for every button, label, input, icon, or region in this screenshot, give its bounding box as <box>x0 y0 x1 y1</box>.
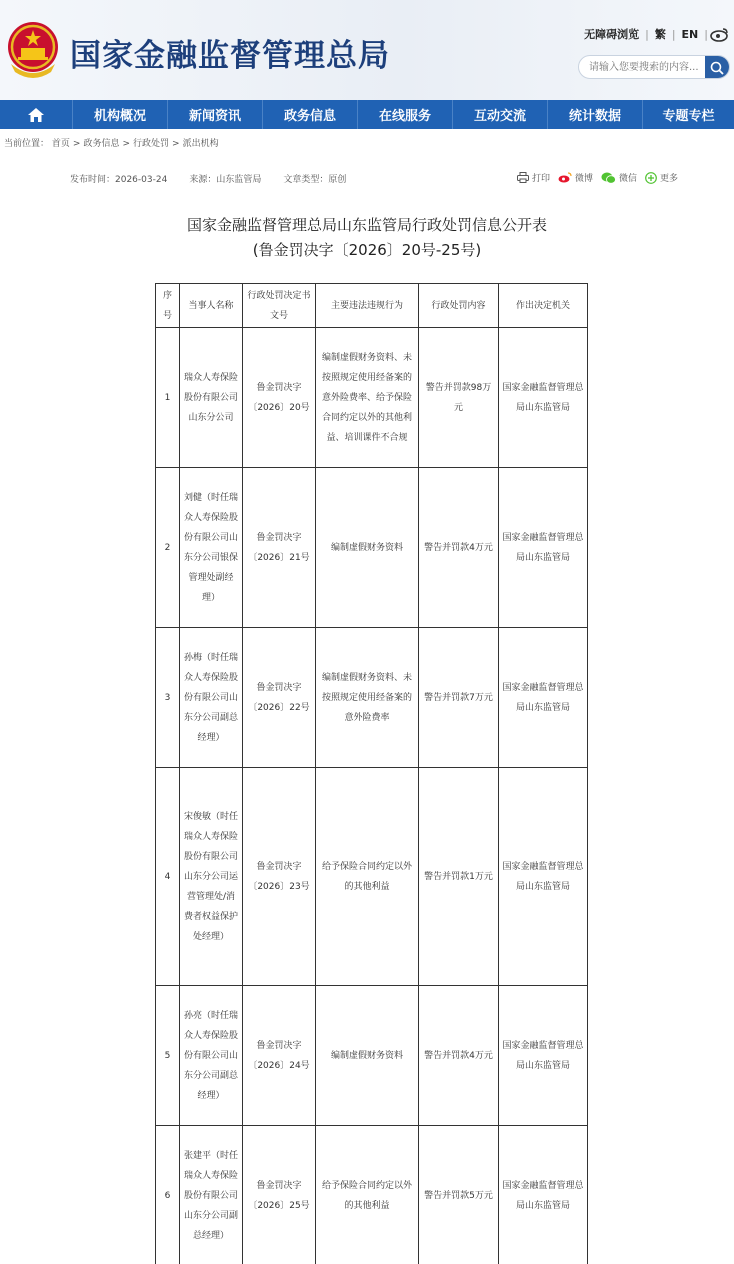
cell-penalty: 警告并罚款4万元 <box>419 468 499 628</box>
cell-party: 张建平（时任瑞众人寿保险股份有限公司山东分公司副总经理） <box>180 1126 243 1264</box>
table-header-row <box>156 284 588 328</box>
site-header <box>0 0 734 100</box>
cell-doc-number: 鲁金罚决字〔2026〕25号 <box>243 1126 316 1264</box>
share-bar <box>509 171 678 184</box>
national-emblem-icon <box>5 20 61 78</box>
traditional-chinese-link[interactable]: 繁 <box>654 28 666 41</box>
cell-authority: 国家金融监督管理总局山东监管局 <box>499 1126 588 1264</box>
search-icon <box>705 56 729 79</box>
search-button[interactable] <box>705 56 729 79</box>
breadcrumb-label: 当前位置： <box>4 139 50 149</box>
nav-item-government-info[interactable]: 政务信息 <box>262 100 357 129</box>
header-doc-number: 行政处罚决定书文号 <box>243 284 316 328</box>
cell-violation: 编制虚假财务资料、未按照规定使用经备案的意外险费率 <box>316 628 419 768</box>
table-row <box>156 328 588 468</box>
cell-penalty: 警告并罚款4万元 <box>419 986 499 1126</box>
cell-violation: 给予保险合同约定以外的其他利益 <box>316 1126 419 1264</box>
breadcrumb-separator: > <box>172 139 180 149</box>
cell-no: 6 <box>156 1126 180 1264</box>
cell-doc-number: 鲁金罚决字〔2026〕20号 <box>243 328 316 468</box>
wechat-icon <box>601 172 616 184</box>
english-link[interactable]: EN <box>681 27 699 41</box>
site-title[interactable]: 国家金融监督管理总局 <box>70 38 390 74</box>
cell-no: 5 <box>156 986 180 1126</box>
share-wechat-button[interactable] <box>601 171 637 184</box>
nav-item-interaction[interactable]: 互动交流 <box>452 100 547 129</box>
cell-violation: 编制虚假财务资料 <box>316 468 419 628</box>
plus-circle-icon <box>645 172 657 184</box>
cell-doc-number: 鲁金罚决字〔2026〕22号 <box>243 628 316 768</box>
cell-party: 孙亮（时任瑞众人寿保险股份有限公司山东分公司副总经理） <box>180 986 243 1126</box>
search-box <box>578 55 730 79</box>
share-weibo-button[interactable] <box>558 171 593 184</box>
cell-party: 瑞众人寿保险股份有限公司山东分公司 <box>180 328 243 468</box>
penalty-table <box>155 283 588 1264</box>
article-meta <box>70 172 368 185</box>
cell-doc-number: 鲁金罚决字〔2026〕23号 <box>243 768 316 986</box>
table-row <box>156 468 588 628</box>
cell-authority: 国家金融监督管理总局山东监管局 <box>499 468 588 628</box>
cell-authority: 国家金融监督管理总局山东监管局 <box>499 768 588 986</box>
share-more-button[interactable] <box>645 171 678 184</box>
header-violation: 主要违法违规行为 <box>316 284 419 328</box>
cell-penalty: 警告并罚款1万元 <box>419 768 499 986</box>
nav-item-online-services[interactable]: 在线服务 <box>357 100 452 129</box>
publish-date: 发布时间：2026-03-24 <box>70 175 168 185</box>
breadcrumb-item-home[interactable]: 首页 <box>51 139 70 149</box>
print-button[interactable] <box>517 171 550 184</box>
cell-penalty: 警告并罚款5万元 <box>419 1126 499 1264</box>
breadcrumb-separator: > <box>122 139 131 149</box>
nav-home[interactable] <box>0 100 72 129</box>
cell-violation: 编制虚假财务资料 <box>316 986 419 1126</box>
breadcrumb-item-penalties[interactable]: 行政处罚 <box>133 139 170 149</box>
cell-authority: 国家金融监督管理总局山东监管局 <box>499 328 588 468</box>
printer-icon <box>517 172 529 183</box>
article-type: 文章类型：原创 <box>283 175 347 185</box>
link-separator: | <box>704 27 708 41</box>
cell-violation: 给予保险合同约定以外的其他利益 <box>316 768 419 986</box>
cell-penalty: 警告并罚款98万元 <box>419 328 499 468</box>
document-title-line2: (鲁金罚决字〔2026〕20号-25号) <box>252 241 482 259</box>
table-row <box>156 768 588 986</box>
cell-no: 3 <box>156 628 180 768</box>
nav-item-about[interactable]: 机构概况 <box>72 100 167 129</box>
table-row <box>156 986 588 1126</box>
table-row <box>156 628 588 768</box>
more-label: 更多 <box>659 174 678 184</box>
main-nav <box>0 100 734 129</box>
table-row <box>156 1126 588 1264</box>
cell-doc-number: 鲁金罚决字〔2026〕21号 <box>243 468 316 628</box>
link-separator: | <box>645 27 649 41</box>
breadcrumb <box>4 136 219 149</box>
header-no: 序号 <box>156 284 180 328</box>
wechat-label: 微信 <box>618 174 637 184</box>
cell-no: 2 <box>156 468 180 628</box>
top-links <box>578 26 730 42</box>
weibo-icon[interactable] <box>708 26 730 42</box>
cell-party: 孙梅（时任瑞众人寿保险股份有限公司山东分公司副总经理） <box>180 628 243 768</box>
breadcrumb-item-government-info[interactable]: 政务信息 <box>83 139 120 149</box>
breadcrumb-separator: > <box>72 139 81 149</box>
cell-no: 1 <box>156 328 180 468</box>
nav-item-special-topics[interactable]: 专题专栏 <box>642 100 734 129</box>
search-input[interactable] <box>589 59 705 75</box>
header-penalty: 行政处罚内容 <box>419 284 499 328</box>
nav-item-news[interactable]: 新闻资讯 <box>167 100 262 129</box>
weibo-share-icon <box>558 172 572 183</box>
cell-penalty: 警告并罚款7万元 <box>419 628 499 768</box>
cell-violation: 编制虚假财务资料、未按照规定使用经备案的意外险费率、给予保险合同约定以外的其他利益、培训课件不合规 <box>316 328 419 468</box>
cell-authority: 国家金融监督管理总局山东监管局 <box>499 986 588 1126</box>
nav-item-statistics[interactable]: 统计数据 <box>547 100 642 129</box>
print-label: 打印 <box>531 174 550 184</box>
cell-no: 4 <box>156 768 180 986</box>
article-source: 来源：山东监管局 <box>189 175 262 185</box>
accessibility-link[interactable]: 无障碍浏览 <box>584 28 640 41</box>
link-separator: | <box>671 27 676 41</box>
breadcrumb-item-branches[interactable]: 派出机构 <box>182 139 219 149</box>
weibo-label: 微博 <box>574 174 593 184</box>
cell-doc-number: 鲁金罚决字〔2026〕24号 <box>243 986 316 1126</box>
document-title-line1: 国家金融监督管理总局山东监管局行政处罚信息公开表 <box>186 216 547 234</box>
header-authority: 作出决定机关 <box>499 284 588 328</box>
cell-party: 宋俊敏（时任瑞众人寿保险股份有限公司山东分公司运营管理处/消费者权益保护处经理） <box>180 768 243 986</box>
cell-party: 刘健（时任瑞众人寿保险股份有限公司山东分公司银保管理处副经理） <box>180 468 243 628</box>
cell-authority: 国家金融监督管理总局山东监管局 <box>499 628 588 768</box>
header-party: 当事人名称 <box>180 284 243 328</box>
home-icon <box>27 107 45 123</box>
